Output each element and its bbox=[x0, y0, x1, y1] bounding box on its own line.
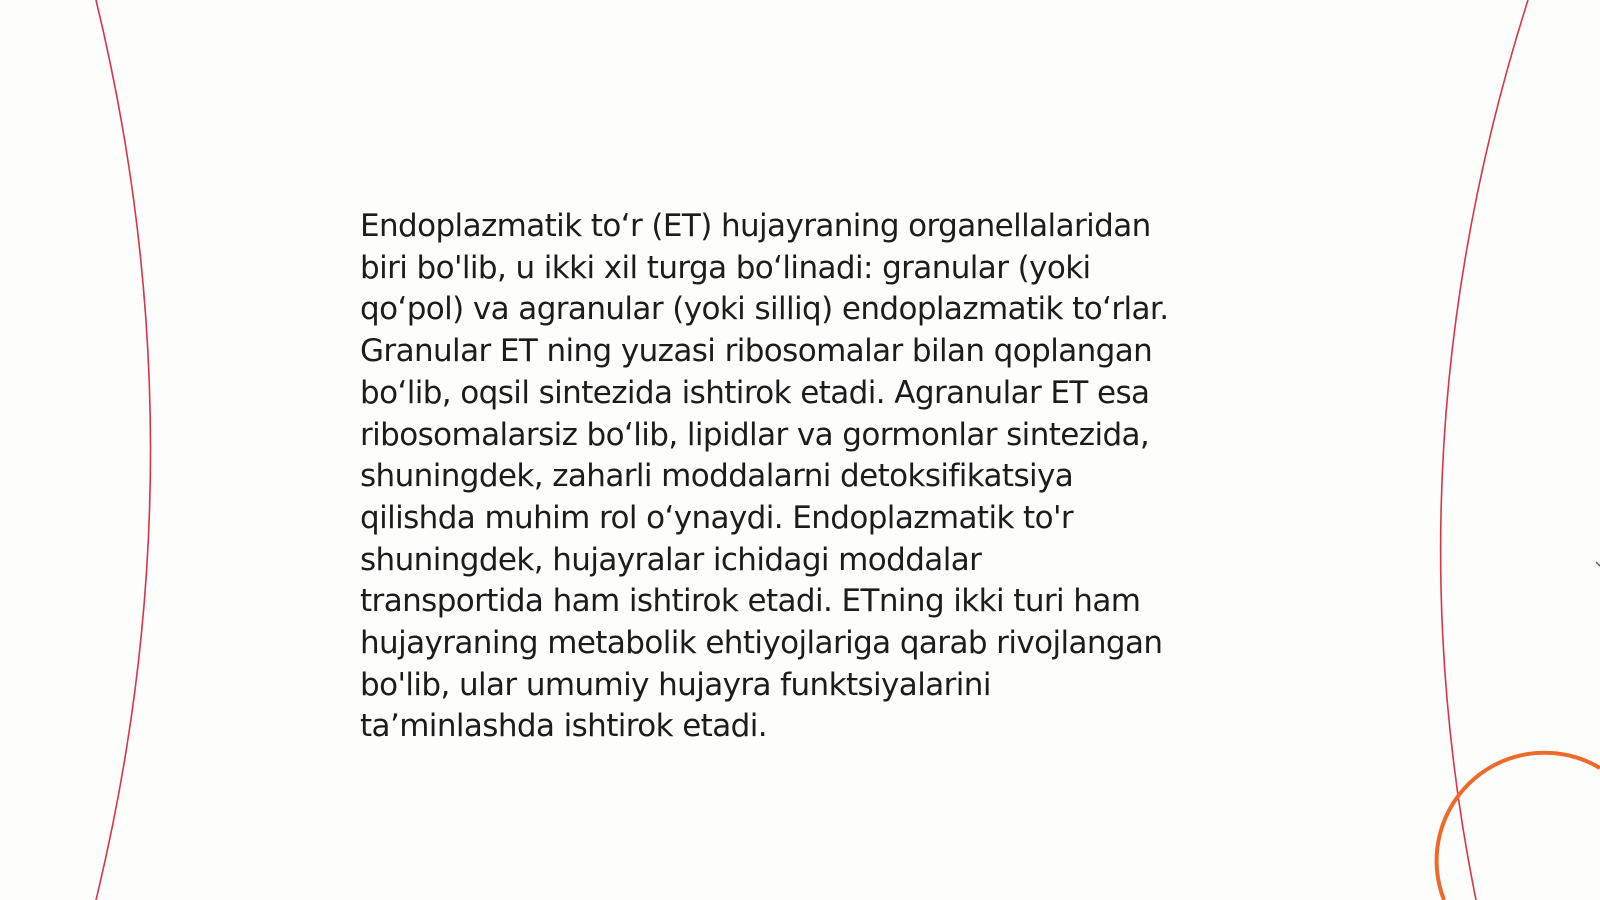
paragraph-line: ribosomalarsiz bo‘lib, lipidlar va gormonlar sintezida, bbox=[360, 416, 1150, 453]
small-arrow-mark bbox=[1596, 562, 1600, 566]
paragraph-line: hujayraning metabolik ehtiyojlariga qarab rivojlangan bbox=[360, 625, 1163, 662]
paragraph-line: shuningdek, zaharli moddalarni detoksifikatsiya bbox=[360, 458, 1074, 495]
paragraph-line: biri bo'lib, u ikki xil turga bo‘linadi: granular (yoki bbox=[360, 249, 1091, 286]
accent-circle-arc bbox=[1437, 753, 1600, 900]
paragraph-line: Granular ET ning yuzasi ribosomalar bilan qoplangan bbox=[360, 333, 1153, 370]
paragraph-line: shuningdek, hujayralar ichidagi moddalar bbox=[360, 541, 982, 578]
right-curve-line bbox=[1441, 0, 1528, 900]
paragraph-line: Endoplazmatik to‘r (ET) hujayraning organellalaridan bbox=[360, 208, 1151, 244]
paragraph-line: bo'lib, ular umumiy hujayra funktsiyalarini bbox=[360, 666, 991, 703]
paragraph-line: ta’minlashda ishtirok etadi. bbox=[360, 708, 767, 745]
paragraph-line: qo‘pol) va agranular (yoki silliq) endoplazmatik to‘rlar. bbox=[360, 291, 1169, 328]
paragraph-line: qilishda muhim rol o‘ynaydi. Endoplazmatik to'r bbox=[360, 499, 1074, 536]
body-paragraph bbox=[360, 206, 1240, 748]
paragraph-line: transportida ham ishtirok etadi. ETning ikki turi ham bbox=[360, 583, 1141, 620]
left-curve-line bbox=[96, 0, 151, 900]
paragraph-line: bo‘lib, oqsil sintezida ishtirok etadi. Agranular ET esa bbox=[360, 374, 1150, 411]
